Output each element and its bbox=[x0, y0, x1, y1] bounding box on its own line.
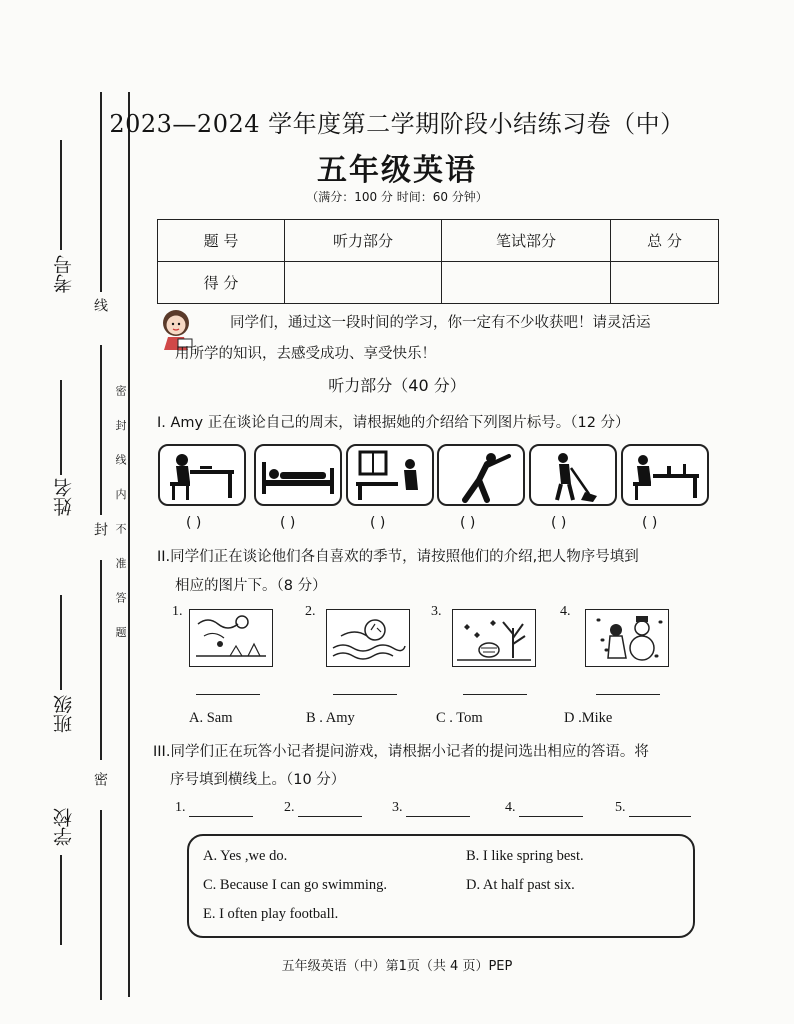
q3-number-3: 3. bbox=[392, 800, 403, 815]
binding-feng: 封 bbox=[92, 522, 108, 536]
q3-blank-2[interactable] bbox=[298, 816, 362, 817]
q1-prompt: I. Amy 正在谈论自己的周末，请根据她的介绍给下列图片标号。（12 分） bbox=[157, 415, 630, 431]
q1-picture-4 bbox=[437, 444, 525, 506]
windy-season-icon bbox=[190, 610, 272, 666]
exercising-icon bbox=[439, 446, 523, 504]
name-label: 姓名 bbox=[53, 478, 75, 516]
q2-picture-2 bbox=[326, 609, 410, 667]
winter-snowman-icon bbox=[586, 610, 668, 666]
q2-number-4: 4. bbox=[560, 604, 571, 619]
q3-number-2: 2. bbox=[284, 800, 295, 815]
q3-number-5: 5. bbox=[615, 800, 626, 815]
q2-picture-3 bbox=[452, 609, 536, 667]
binding-line-outer-mid2 bbox=[100, 560, 102, 760]
intro-line-1: 同学们，通过这一段时间的学习，你一定有不少收获吧！请灵活运 bbox=[230, 315, 651, 331]
cell-header-total: 总 分 bbox=[611, 220, 719, 262]
q1-answer-2[interactable]: ( ) bbox=[280, 515, 296, 531]
q3-answer-e: E. I often play football. bbox=[203, 906, 339, 922]
q3-blank-1[interactable] bbox=[189, 816, 253, 817]
q2-number-3: 3. bbox=[431, 604, 442, 619]
q2-blank-2[interactable] bbox=[333, 694, 397, 695]
binding-notice: 密 封 线 内 不 准 答 题 bbox=[114, 385, 127, 648]
q3-answer-d: D. At half past six. bbox=[466, 877, 575, 893]
exam-number-label: 考号 bbox=[53, 255, 75, 293]
q2-picture-1 bbox=[189, 609, 273, 667]
writing-at-desk-icon bbox=[160, 446, 244, 504]
q2-blank-3[interactable] bbox=[463, 694, 527, 695]
cell-score-total[interactable] bbox=[611, 262, 719, 304]
class-label: 班级 bbox=[53, 695, 75, 733]
reading-by-window-icon bbox=[348, 446, 432, 504]
cell-header-number: 题 号 bbox=[158, 220, 285, 262]
q1-answer-4[interactable]: ( ) bbox=[460, 515, 476, 531]
class-field[interactable] bbox=[60, 595, 62, 690]
q3-answer-a: A. Yes ,we do. bbox=[203, 848, 288, 864]
binding-xian: 线 bbox=[92, 298, 108, 312]
subject-title: 五年级英语 bbox=[317, 153, 477, 188]
q3-prompt-line-2: 序号填到横线上。（10 分） bbox=[170, 772, 346, 788]
q3-number-4: 4. bbox=[505, 800, 516, 815]
q3-number-1: 1. bbox=[175, 800, 186, 815]
q3-prompt-line-1: III.同学们正在玩答小记者提问游戏，请根据小记者的提问选出相应的答语。将 bbox=[153, 744, 649, 760]
autumn-tree-icon bbox=[453, 610, 535, 666]
cell-score-written[interactable] bbox=[442, 262, 611, 304]
q2-number-2: 2. bbox=[305, 604, 316, 619]
intro-line-2: 用所学的知识，去感受成功、享受快乐！ bbox=[175, 346, 436, 362]
q1-picture-3 bbox=[346, 444, 434, 506]
q2-option-a: A. Sam bbox=[189, 710, 233, 726]
binding-line-inner bbox=[128, 92, 130, 997]
q2-picture-4 bbox=[585, 609, 669, 667]
q1-picture-6 bbox=[621, 444, 709, 506]
q1-picture-2 bbox=[254, 444, 342, 506]
eating-at-table-icon bbox=[623, 446, 707, 504]
q3-answer-c: C. Because I can go swimming. bbox=[203, 877, 388, 893]
exam-info: （满分：100 分 时间：60 分钟） bbox=[306, 190, 488, 204]
binding-line-outer-mid bbox=[100, 345, 102, 515]
summer-swimming-icon bbox=[327, 610, 409, 666]
page-footer: 五年级英语（中）第1页（共 4 页）PEP bbox=[281, 959, 513, 974]
q3-blank-3[interactable] bbox=[406, 816, 470, 817]
score-table-header-row bbox=[158, 220, 719, 262]
q2-option-b: B . Amy bbox=[306, 710, 355, 726]
q1-answer-1[interactable]: ( ) bbox=[186, 515, 202, 531]
q1-answer-5[interactable]: ( ) bbox=[551, 515, 567, 531]
q1-answer-3[interactable]: ( ) bbox=[370, 515, 386, 531]
q3-answer-b: B. I like spring best. bbox=[466, 848, 584, 864]
q2-number-1: 1. bbox=[172, 604, 183, 619]
cell-score-label: 得 分 bbox=[158, 262, 285, 304]
q2-option-c: C . Tom bbox=[436, 710, 483, 726]
q3-blank-5[interactable] bbox=[629, 816, 691, 817]
q3-blank-4[interactable] bbox=[519, 816, 583, 817]
sleeping-in-bed-icon bbox=[256, 446, 340, 504]
q1-picture-5 bbox=[529, 444, 617, 506]
cell-header-listening: 听力部分 bbox=[285, 220, 442, 262]
sweeping-floor-icon bbox=[531, 446, 615, 504]
listening-section-title: 听力部分（40 分） bbox=[328, 376, 466, 395]
q2-prompt-line-2: 相应的图片下。（8 分） bbox=[175, 578, 327, 594]
score-table bbox=[157, 219, 719, 304]
score-table-score-row bbox=[158, 262, 719, 304]
binding-mi: 密 bbox=[92, 772, 108, 786]
q1-answer-6[interactable]: ( ) bbox=[642, 515, 658, 531]
school-field[interactable] bbox=[60, 855, 62, 945]
q2-blank-4[interactable] bbox=[596, 694, 660, 695]
q2-prompt-line-1: II.同学们正在谈论他们各自喜欢的季节，请按照他们的介绍,把人物序号填到 bbox=[157, 549, 639, 565]
cell-header-written: 笔试部分 bbox=[442, 220, 611, 262]
school-label: 学校 bbox=[53, 808, 75, 846]
q1-picture-1 bbox=[158, 444, 246, 506]
q2-option-d: D .Mike bbox=[564, 710, 613, 726]
cell-score-listening[interactable] bbox=[285, 262, 442, 304]
exam-title: 2023—2024 学年度第二学期阶段小结练习卷（中） bbox=[109, 110, 685, 138]
q2-blank-1[interactable] bbox=[196, 694, 260, 695]
